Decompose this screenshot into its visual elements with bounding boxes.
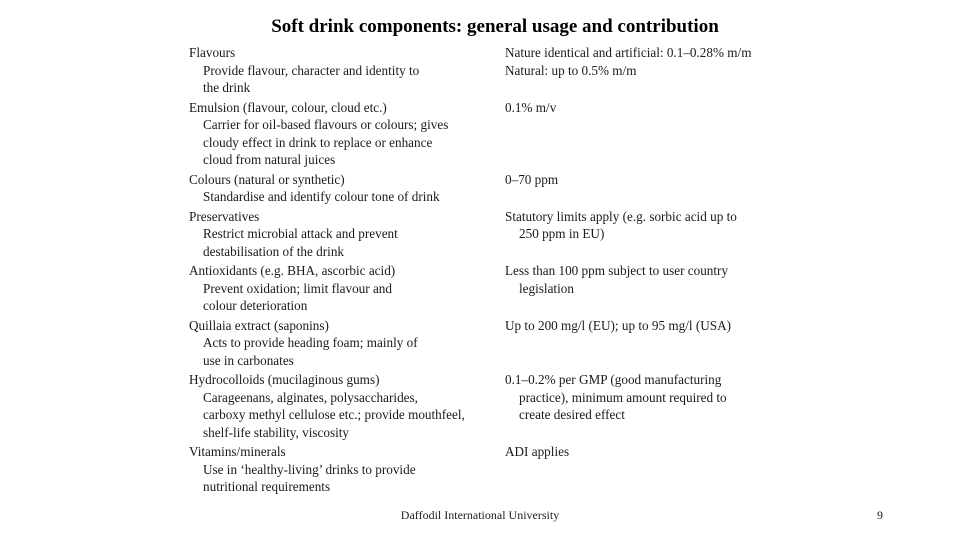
component-cell — [189, 371, 505, 441]
table-row — [189, 371, 789, 441]
usage-text: practice), minimum amount required to — [519, 389, 727, 405]
component-cell — [189, 317, 505, 370]
component-name: Vitamins/minerals — [189, 444, 286, 459]
usage-text: Up to 200 mg/l (EU); up to 95 mg/l (USA) — [505, 317, 732, 333]
usage-cell — [505, 317, 789, 370]
component-description: destabilisation of the drink — [203, 243, 345, 259]
component-description: Acts to provide heading foam; mainly of — [203, 335, 418, 350]
component-description: Provide flavour, character and identity to — [203, 62, 420, 78]
component-cell — [189, 208, 505, 261]
page-number: 9 — [877, 508, 883, 522]
usage-cell — [505, 44, 789, 97]
component-description: Restrict microbial attack and prevent — [203, 226, 398, 241]
component-name: Hydrocolloids (mucilaginous gums) — [189, 372, 380, 387]
usage-text: legislation — [519, 280, 574, 296]
component-description: shelf-life stability, viscosity — [203, 424, 350, 440]
usage-cell — [505, 371, 789, 441]
component-description: nutritional requirements — [203, 479, 331, 494]
component-description: use in carbonates — [203, 352, 294, 368]
usage-text: 0.1% m/v — [505, 99, 557, 115]
component-name: Flavours — [189, 45, 236, 60]
usage-text: 0–70 ppm — [505, 171, 559, 187]
component-description: Prevent oxidation; limit flavour and — [203, 280, 392, 296]
component-name: Antioxidants (e.g. BHA, ascorbic acid) — [189, 263, 396, 278]
slide-title: Soft drink components: general usage and contribution — [271, 16, 719, 37]
table-row — [189, 443, 789, 496]
component-description: Standardise and identify colour tone of drink — [203, 189, 440, 204]
usage-cell — [505, 443, 789, 496]
component-description: cloud from natural juices — [203, 152, 336, 167]
component-name: Preservatives — [189, 208, 260, 224]
component-description: cloudy effect in drink to replace or enhance — [203, 134, 433, 150]
components-table — [189, 44, 789, 498]
usage-cell — [505, 262, 789, 315]
component-description: Use in ‘healthy-living’ drinks to provide — [203, 461, 416, 477]
component-name: Quillaia extract (saponins) — [189, 317, 329, 333]
usage-text: Less than 100 ppm subject to user country — [505, 263, 729, 278]
component-cell — [189, 171, 505, 206]
component-cell — [189, 44, 505, 97]
component-cell — [189, 443, 505, 496]
usage-text: create desired effect — [519, 407, 625, 422]
usage-text: Statutory limits apply (e.g. sorbic acid up to — [505, 208, 737, 224]
table-row — [189, 44, 789, 97]
component-cell — [189, 262, 505, 315]
component-description: carboxy methyl cellulose etc.; provide mouthfeel, — [203, 407, 465, 422]
component-description: Carageenans, alginates, polysaccharides, — [203, 389, 418, 405]
usage-cell — [505, 208, 789, 261]
component-description: Carrier for oil-based flavours or colours; gives — [203, 117, 449, 132]
component-description: colour deterioration — [203, 298, 308, 313]
table-row — [189, 208, 789, 261]
usage-cell — [505, 99, 789, 169]
component-description: the drink — [203, 80, 251, 95]
usage-text: 0.1–0.2% per GMP (good manufacturing — [505, 372, 722, 387]
table-row — [189, 99, 789, 169]
table-row — [189, 317, 789, 370]
footer-text: Daffodil International University — [400, 508, 560, 522]
component-cell — [189, 99, 505, 169]
usage-cell — [505, 171, 789, 206]
component-name: Colours (natural or synthetic) — [189, 171, 345, 187]
usage-text: ADI applies — [505, 444, 570, 459]
table-row — [189, 262, 789, 315]
table-row — [189, 171, 789, 206]
usage-text: 250 ppm in EU) — [519, 226, 605, 241]
usage-text: Nature identical and artificial: 0.1–0.28% m/m — [505, 45, 752, 60]
component-name: Emulsion (flavour, colour, cloud etc.) — [189, 99, 387, 115]
usage-text: Natural: up to 0.5% m/m — [505, 62, 637, 78]
